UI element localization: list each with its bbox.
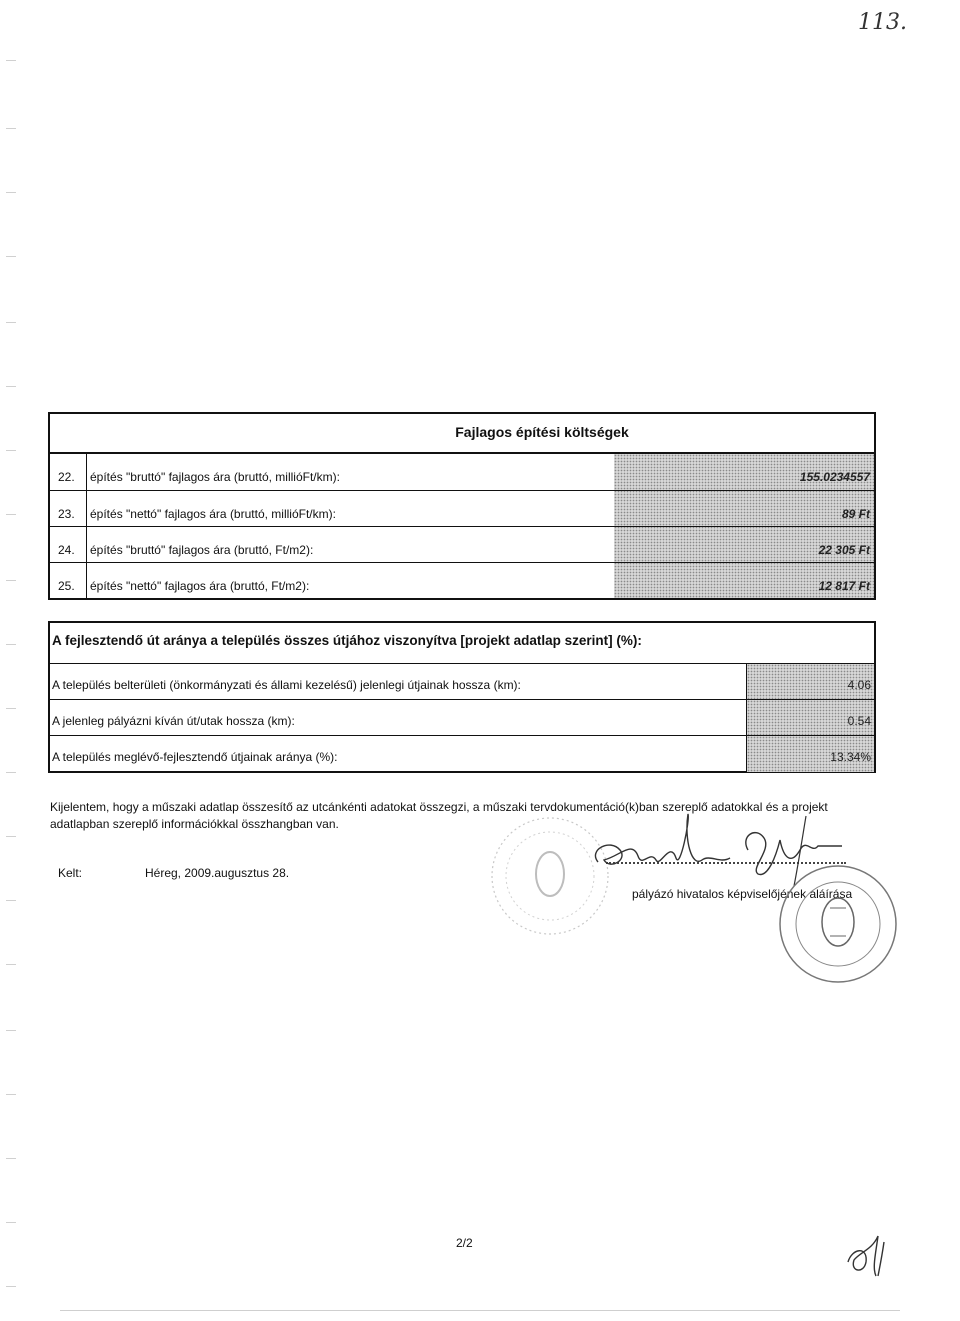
row-label: építés "nettó" fajlagos ára (bruttó, Ft/m2): [90,579,310,593]
row-label: építés "nettó" fajlagos ára (bruttó, millióFt/km): [90,507,336,521]
table-row [50,699,874,736]
row-value: 89 Ft [841,507,870,521]
scan-mark [6,1222,16,1223]
scan-mark [6,60,16,61]
value-cell [746,700,874,736]
row-label: A település belterületi (önkormányzati és állami kezelésű) jelenlegi útjainak hossza (km): [52,678,521,692]
date-value: Héreg, 2009.augusztus 28. [145,866,290,880]
cost-table [48,412,876,600]
table-row [50,562,874,600]
scan-edge-line [60,1310,900,1311]
scan-mark [6,580,16,581]
table-row [50,490,874,528]
scan-mark [6,1094,16,1095]
scan-mark [6,644,16,645]
value-cell [746,664,874,700]
scan-mark [6,772,16,773]
handwritten-page-number: 113. [858,10,907,35]
scan-mark [6,386,16,387]
scan-mark [6,192,16,193]
row-number: 23. [58,507,75,521]
scan-mark [6,836,16,837]
row-label: építés "bruttó" fajlagos ára (bruttó, millióFt/km): [90,470,340,484]
row-value: 155.0234557 [799,470,870,484]
scan-mark [6,964,16,965]
table-row [50,454,874,491]
row-value: 13.34% [830,750,871,764]
row-label: építés "bruttó" fajlagos ára (bruttó, Ft/m2): [90,543,314,557]
row-value: 22 305 Ft [818,543,870,557]
scan-mark [6,708,16,709]
table-row [50,735,874,772]
row-label: A jelenleg pályázni kíván út/utak hossza (km): [52,714,295,728]
row-number: 25. [58,579,75,593]
row-label: A település meglévő-fejlesztendő útjainak aránya (%): [52,750,338,764]
row-number: 24. [58,543,75,557]
table-row [50,663,874,700]
signature-caption: pályázó hivatalos képviselőjének aláírása [632,887,853,901]
row-number: 22. [58,470,75,484]
table-row [50,526,874,564]
scan-mark [6,450,16,451]
value-cell [746,736,874,772]
scan-mark [6,1030,16,1031]
scan-mark [6,514,16,515]
row-value: 12 817 Ft [818,579,870,593]
cost-table-title: Fajlagos építési költségek [455,424,629,440]
declaration-text: Kijelentem, hogy a műszaki adatlap összesítő az utcánkénti adatokat összegzi, a műszaki tervdokumentáció(k)ban szereplő adatokkal és a projekt adatlapban szereplő információkkal összhangban van. [50,800,828,831]
scan-mark [6,256,16,257]
row-value: 0.54 [847,714,871,728]
scan-mark [6,1286,16,1287]
scan-mark [6,1158,16,1159]
initials-icon [842,1232,902,1282]
date-label: Kelt: [58,866,83,880]
scan-mark [6,900,16,901]
stamp-right-icon [772,860,902,1000]
road-table-title: A fejlesztendő út aránya a település összes útjához viszonyítva [projekt adatlap szerint] (%): [52,633,642,648]
road-ratio-table [48,621,876,773]
page-number: 2/2 [456,1236,473,1250]
scan-mark [6,322,16,323]
scan-mark [6,128,16,129]
row-value: 4.06 [847,678,871,692]
